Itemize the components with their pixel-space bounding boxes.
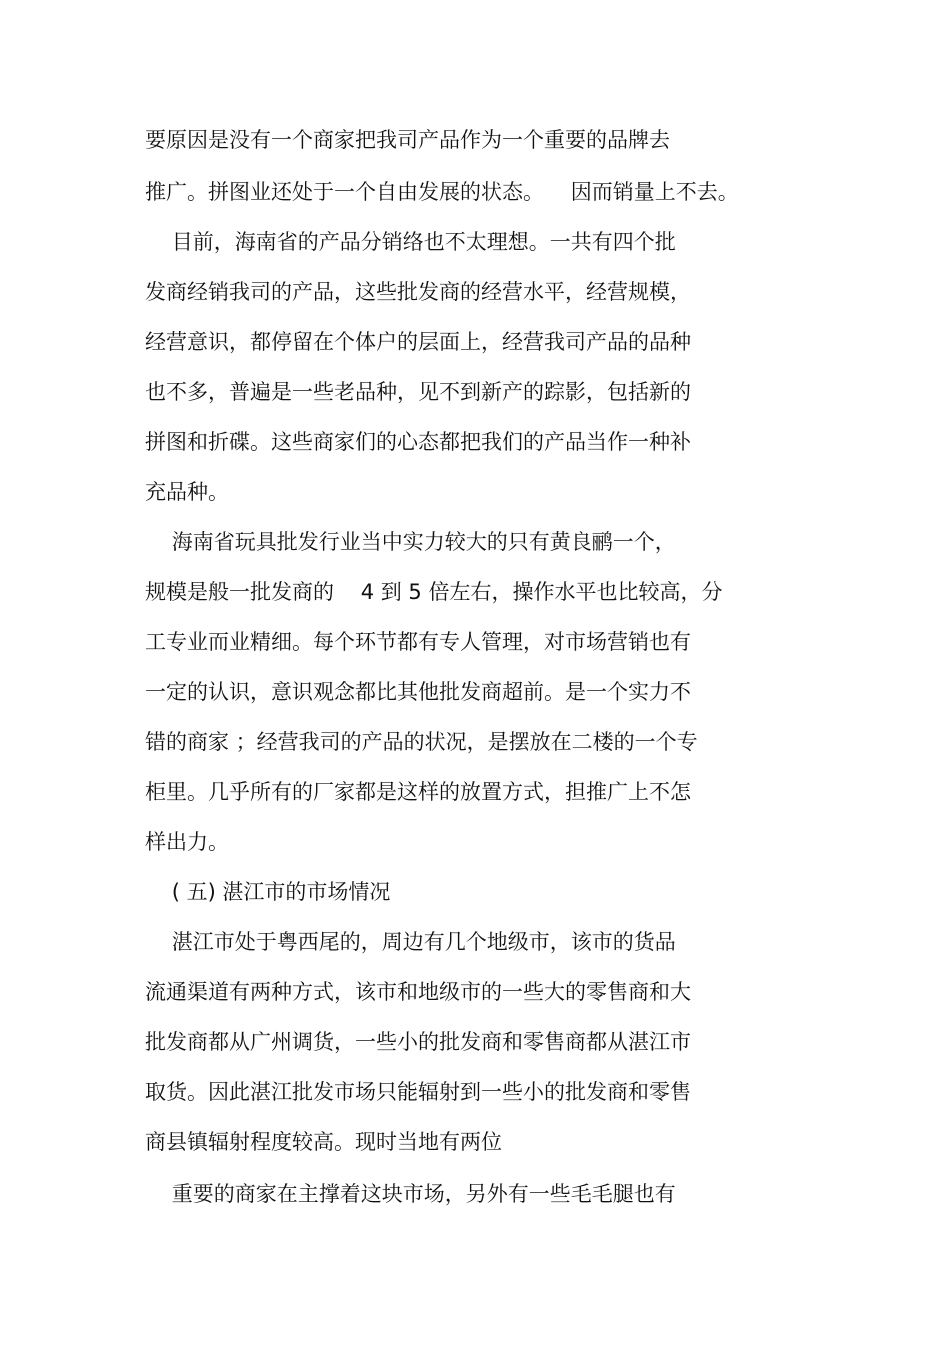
text-line: 发商经销我司的产品，这些批发商的经营水平，经营规模， [145,280,691,304]
text-line: 错的商家 ；经营我司的产品的状况，是摆放在二楼的一个专 [145,730,698,754]
text-line: 规模是般一批发商的 4 到 5 倍左右，操作水平也比较高，分 [145,580,723,604]
text-line: 流通渠道有两种方式，该市和地级市的一些大的零售商和大 [145,980,691,1004]
text-line: 要原因是没有一个商家把我司产品作为一个重要的品牌去 [145,128,670,152]
text-line: 经营意识，都停留在个体户的层面上，经营我司产品的品种 [145,330,691,354]
text-line: 也不多，普遍是一些老品种，见不到新产的踪影，包括新的 [145,380,691,404]
text-line: 充品种。 [145,480,229,504]
text-line: 一定的认识，意识观念都比其他批发商超前。是一个实力不 [145,680,691,704]
text-line: 柜里。几乎所有的厂家都是这样的放置方式，担推广上不怎 [145,780,691,804]
text-line: 推广。拼图业还处于一个自由发展的状态。 因而销量上不去。 [145,180,739,204]
text-line: 样出力。 [145,830,229,854]
text-line: 商县镇辐射程度较高。现时当地有两位 [145,1130,502,1154]
text-line: 海南省玩具批发行业当中实力较大的只有黄良鹂一个， [145,530,676,554]
text-line: 重要的商家在主撑着这块市场，另外有一些毛毛腿也有 [145,1182,676,1206]
text-line: 拼图和折碟。这些商家们的心态都把我们的产品当作一种补 [145,430,691,454]
text-line: 目前，海南省的产品分销络也不太理想。一共有四个批 [145,230,676,254]
text-line: 批发商都从广州调货，一些小的批发商和零售商都从湛江市 [145,1030,691,1054]
text-line: 湛江市处于粤西尾的，周边有几个地级市，该市的货品 [145,930,676,954]
section-heading: ( 五) 湛江市的市场情况 [145,880,391,904]
text-line: 取货。因此湛江批发市场只能辐射到一些小的批发商和零售 [145,1080,691,1104]
text-line: 工专业而业精细。每个环节都有专人管理，对市场营销也有 [145,630,691,654]
